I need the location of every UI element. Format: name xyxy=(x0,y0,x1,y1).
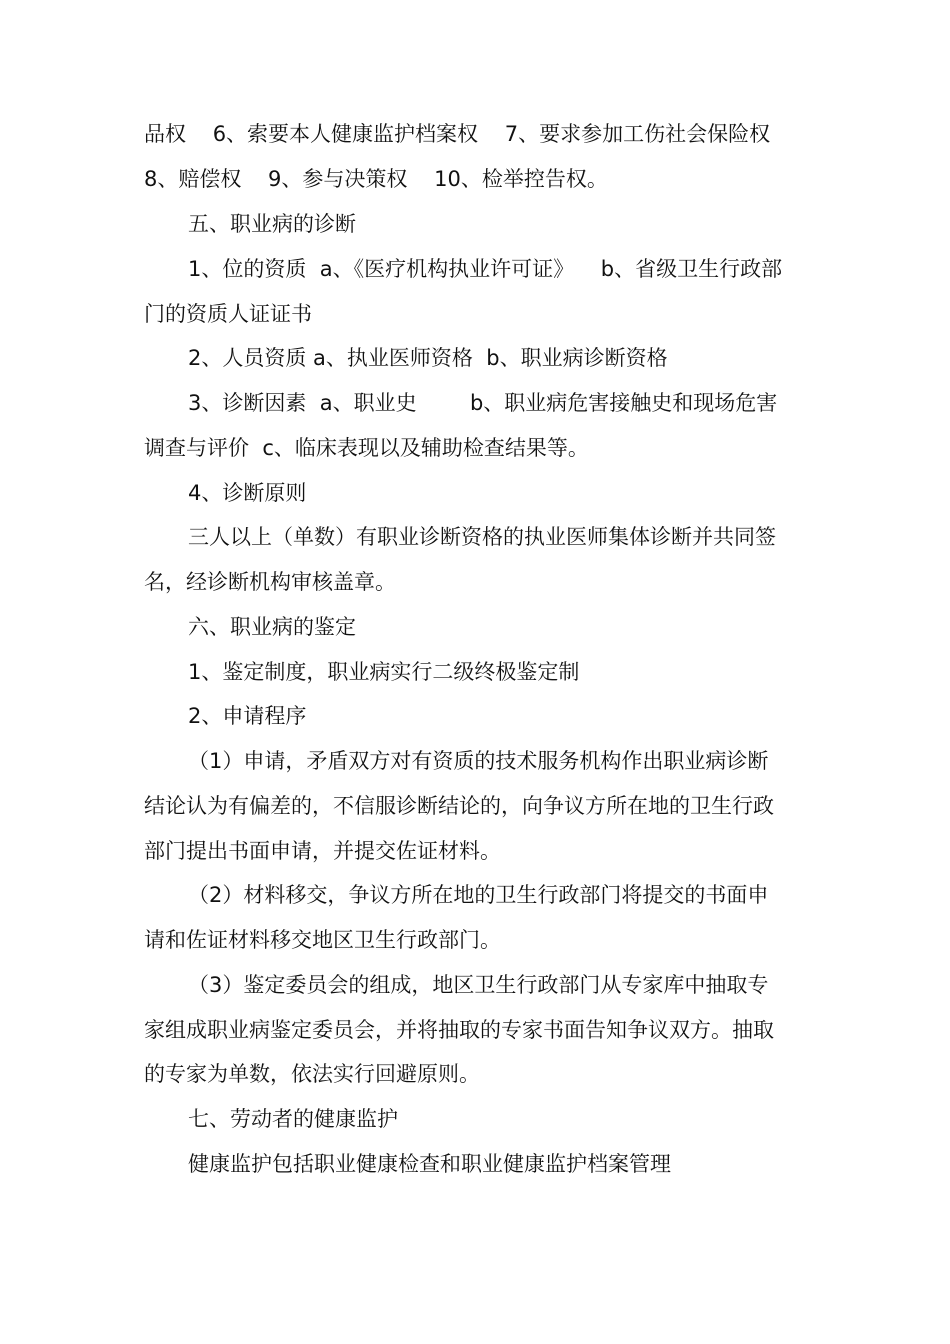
text-line: 结论认为有偏差的，不信服诊断结论的，向争议方所在地的卫生行政 xyxy=(144,794,774,818)
text-line: 门的资质人证证书 xyxy=(144,302,312,326)
text-line: （1）申请，矛盾双方对有资质的技术服务机构作出职业病诊断 xyxy=(188,749,769,773)
text-line: 三人以上（单数）有职业诊断资格的执业医师集体诊断并共同签 xyxy=(188,525,776,549)
text-line: 部门提出书面申请，并提交佐证材料。 xyxy=(144,839,501,863)
text-line: 健康监护包括职业健康检查和职业健康监护档案管理 xyxy=(188,1152,671,1176)
section-heading: 七、劳动者的健康监护 xyxy=(188,1107,398,1131)
text-line: 家组成职业病鉴定委员会，并将抽取的专家书面告知争议双方。抽取 xyxy=(144,1018,774,1042)
text-line: 4、诊断原则 xyxy=(188,481,307,505)
text-line: 1、位的资质 a、《医疗机构执业许可证》 b、省级卫生行政部 xyxy=(188,257,783,281)
section-heading: 五、职业病的诊断 xyxy=(188,212,356,236)
text-line: 3、诊断因素 a、职业史 b、职业病危害接触史和现场危害 xyxy=(188,391,778,415)
text-line: 1、鉴定制度，职业病实行二级终极鉴定制 xyxy=(188,660,580,684)
section-heading: 六、职业病的鉴定 xyxy=(188,615,356,639)
text-line: 调查与评价 c、临床表现以及辅助检查结果等。 xyxy=(144,436,589,460)
text-line: 8、赔偿权 9、参与决策权 10、检举控告权。 xyxy=(144,167,608,191)
text-line: 品权 6、索要本人健康监护档案权 7、要求参加工伤社会保险权 xyxy=(144,122,771,146)
text-line: 的专家为单数，依法实行回避原则。 xyxy=(144,1062,480,1086)
text-line: 2、人员资质 a、执业医师资格 b、职业病诊断资格 xyxy=(188,346,668,370)
text-line: 名，经诊断机构审核盖章。 xyxy=(144,570,396,594)
text-line: （3）鉴定委员会的组成，地区卫生行政部门从专家库中抽取专 xyxy=(188,973,769,997)
text-line: 请和佐证材料移交地区卫生行政部门。 xyxy=(144,928,501,952)
text-line: （2）材料移交，争议方所在地的卫生行政部门将提交的书面申 xyxy=(188,883,769,907)
text-line: 2、申请程序 xyxy=(188,704,307,728)
